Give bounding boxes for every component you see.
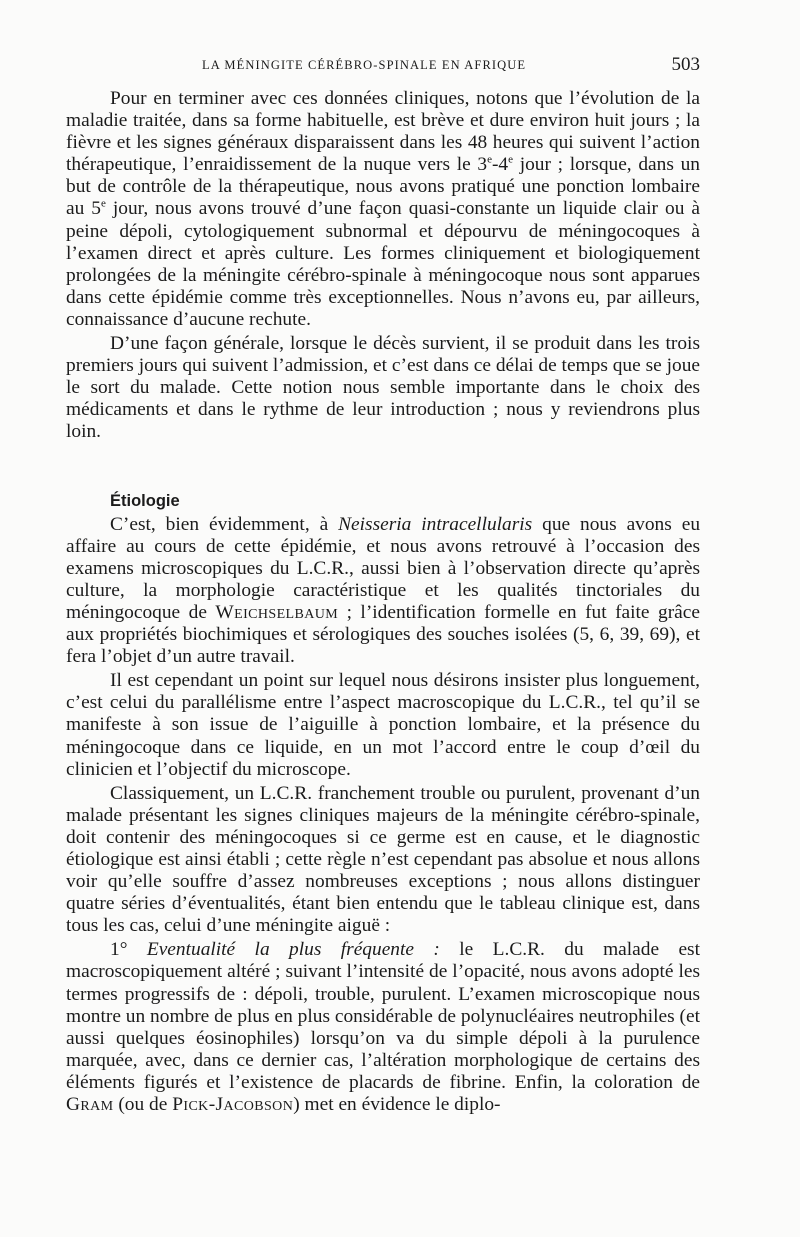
running-head [66,54,700,78]
paragraph-deces: D’une façon générale, lorsque le décès survient, il se produit dans les trois premiers jours qui suivent l’admission, et c’est dans ce délai de temps que se joue le sort du malade. Cette notion nous semble importante dans le choix des médicaments et dans le rythme de leur introduction ; nous y reviendrons plus loin. [66,333,700,443]
paragraph-parallelisme: Il est cependant un point sur lequel nous désirons insister plus longuement, c’est celui du parallélisme entre l’aspect macroscopique du L.C.R., tel qu’il se manifeste à son issue de l’aiguille à ponction lombaire, et la présence du méningocoque dans ce liquide, en un mot l’accord entre le coup d’œil du clinicien et l’objectif du microscope. [66,670,700,780]
body-text [66,88,700,1116]
section-gap [66,444,700,490]
paragraph-neisseria: C’est, bien évidemment, à Neisseria intracellularis que nous avons eu affaire au cours de cette épidémie, et nous avons retrouvé à l’occasion des examens microscopiques du L.C.R., aussi bien à l’observation directe qu’après culture, la morphologie caractéristique et les qualités tinctoriales du méningocoque de Weichselbaum ; l’identification formelle en fut faite grâce aux propriétés biochimiques et sérologiques des souches isolées (5, 6, 39, 69), et fera l’objet d’un autre travail. [66,513,701,668]
paragraph-evolution: Pour en terminer avec ces données cliniques, notons que l’évolution de la maladie traitée, dans sa forme habituelle, est brève et dure environ huit jours ; la fièvre et les signes généraux disparaissent dans les 48 heures qui suivent l’action thérapeutique, l’enraidissement de la nuque vers le 3e-4e jour ; lorsque, dans un but de contrôle de la thérapeutique, nous avons pratiqué une ponction lombaire au 5e jour, nous avons trouvé d’une façon quasi-constante un liquide clair ou à peine dépoli, cytologiquement subnormal et dépourvu de méningocoques à l’examen direct et après culture. Les formes cliniquement et biologiquement prolongées de la méningite cérébro-spinale à méningocoque nous sont apparues dans cette épidémie comme très exceptionnelles. Nous n’avons eu, par ailleurs, connaissance d’aucune rechute. [66,88,700,330]
page-number: 503 [671,54,700,75]
paragraph-eventualite-1: 1° Eventualité la plus fréquente : le L.C.R. du malade est macroscopiquement altéré ; suivant l’intensité de l’opacité, nous avons adopté les termes progressifs de : dépoli, trouble, purulent. L’examen microscopique nous montre un nombre de plus en plus considérable de polynucléaires neutrophiles (et aussi quelques éosinophiles) lorsqu’on va du simple dépoli à la purulence marquée, avec, dans ce dernier cas, l’altération morphologique de certains des éléments figurés et l’existence de placards de fibrine. Enfin, la coloration de Gram (ou de Pick-Jacobson) met en évidence le diplo- [66,939,700,1116]
paragraph-classiquement: Classiquement, un L.C.R. franchement trouble ou purulent, provenant d’un malade présentant les signes cliniques majeurs de la méningite cérébro-spinale, doit contenir des méningocoques si ce germe est en cause, et le diagnostic étiologique est ainsi établi ; cette règle n’est cependant pas absolue et nous allons voir qu’elle souffre d’assez nombreuses exceptions ; nous allons distinguer quatre séries d’éventualités, étant bien entendu que le tableau clinique est, dans tous les cas, celui d’une méningite aiguë : [66,782,700,937]
section-heading-etiologie: Étiologie [110,491,180,510]
running-title: LA MÉNINGITE CÉRÉBRO-SPINALE EN AFRIQUE [202,58,527,72]
